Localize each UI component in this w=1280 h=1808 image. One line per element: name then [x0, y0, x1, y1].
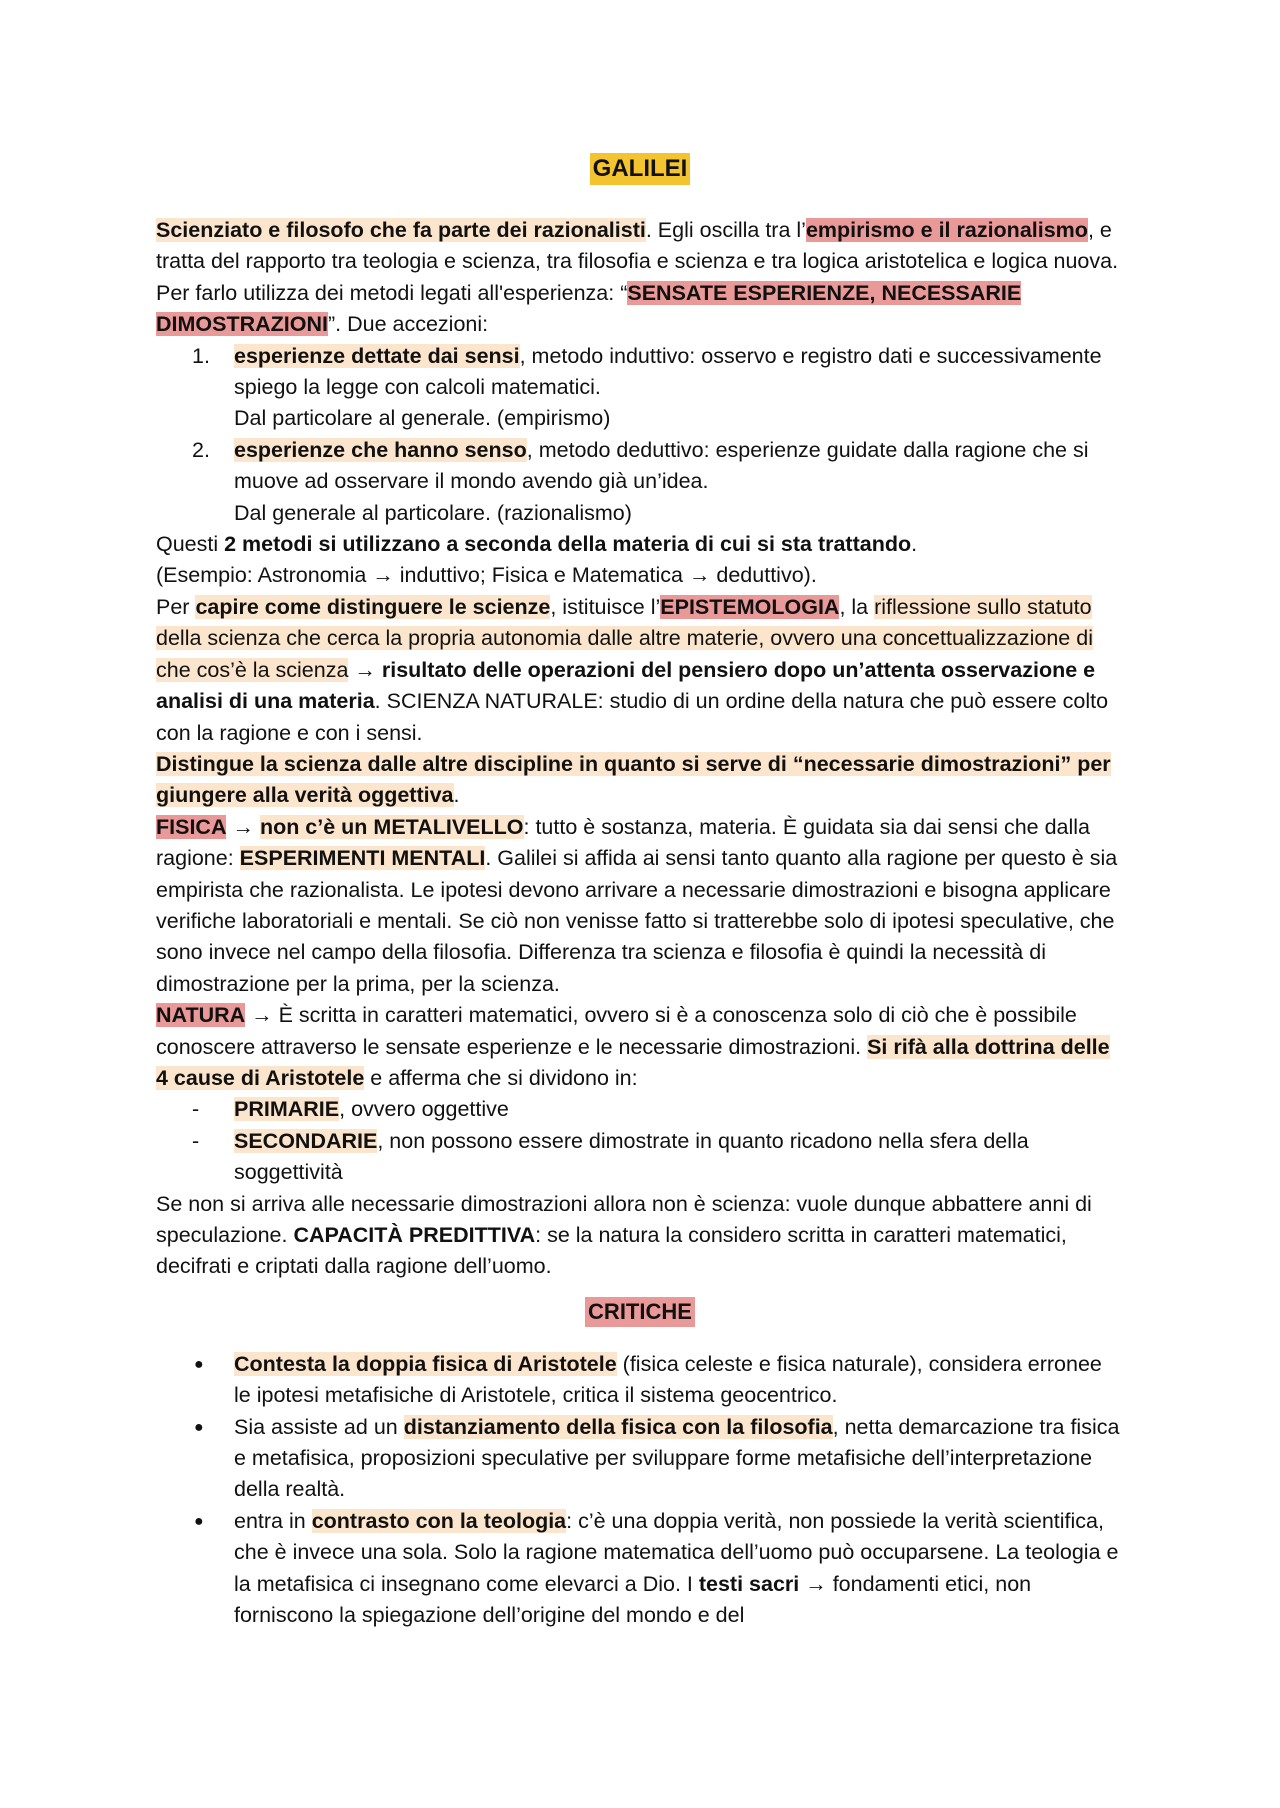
physics-paragraph [156, 812, 1124, 1000]
bold-text: CAPACITÀ PREDITTIVA [293, 1223, 536, 1247]
section-heading: CRITICHE [585, 1297, 695, 1327]
list-item [156, 1506, 1124, 1632]
body-text: → [348, 657, 382, 682]
list-item [156, 341, 1124, 435]
body-text: , non possono essere dimostrate in quanto ricadono nella sfera della soggettività [234, 1128, 1029, 1185]
body-text: : se la natura la considero scritta in caratteri matematici, decifrati e criptati dalla ragione dell’uomo. [156, 1223, 1067, 1279]
highlight-text: empirismo e il razionalismo [805, 218, 1088, 242]
bullet-list [156, 1349, 1124, 1632]
body-text: → fondamenti etici, non forniscono la spiegazione dell’origine del mondo e del [234, 1571, 1032, 1628]
body-text: e afferma che si dividono in: [364, 1065, 638, 1090]
body-text: : c’è una doppia verità, non possiede la verità scientifica, che è invece una sola. Solo la ragione matematica dell’uomo può occuparsene. La teologia e la metafisica ci insegnano come elevarci a Dio. I [234, 1508, 1119, 1596]
intro-paragraph [156, 215, 1124, 341]
body-text: Questi [156, 532, 225, 557]
body-text: , netta demarcazione tra fisica e metafisica, proposizioni speculative per sviluppare forme metafisiche dell’interpretazione della realtà. [234, 1414, 1120, 1502]
body-text: , e tratta del rapporto tra teologia e scienza, tra filosofia e scienza e tra logica aristotelica e logica nuova. Per farlo utilizza dei metodi legati all'esperienza: “ [156, 218, 1119, 305]
highlight-text: esperienze che hanno senso [234, 437, 527, 462]
body-text: Per [156, 594, 196, 619]
body-text: → [226, 814, 260, 839]
body-text: ”. Due accezioni: [328, 312, 489, 337]
body-text: , metodo deduttivo: esperienze guidate dalla ragione che si muove ad osservare il mondo avendo già un’idea. [234, 437, 1089, 494]
highlight-text: Si rifà alla dottrina delle 4 cause di Aristotele [156, 1034, 1110, 1090]
dash-marker: - [192, 1128, 200, 1153]
list-item [156, 1412, 1124, 1506]
body-text: . [911, 532, 918, 557]
distinction-paragraph [156, 749, 1124, 812]
predictive-paragraph [156, 1189, 1124, 1283]
highlight-text: PRIMARIE [234, 1097, 340, 1122]
page-title: GALILEI [590, 153, 691, 185]
highlight-text: riflessione sullo statuto della scienza che cerca la propria autonomia dalle altre materie, ovvero una concettualizzazione di che cos’è la scienza [156, 594, 1093, 682]
body-text: . [453, 783, 460, 808]
body-text: , metodo induttivo: osservo e registro dati e successivamente spiego la legge con calcoli matematici. [234, 343, 1102, 400]
highlight-text: Contesta la doppia fisica di Aristotele [234, 1351, 617, 1376]
bold-text: 2 metodi si utilizzano a seconda della materia di cui si sta trattando [224, 532, 912, 557]
body-text: Sia assiste ad un [234, 1414, 404, 1439]
list-item [156, 1094, 1124, 1125]
highlight-text: capire come distinguere le scienze [195, 594, 551, 619]
bullet-icon: ● [194, 1512, 204, 1530]
body-text: , ovvero oggettive [339, 1097, 509, 1122]
bold-text: risultato delle operazioni del pensiero dopo un’attenta osservazione e analisi di una materia [156, 657, 1096, 714]
highlight-text: EPISTEMOLOGIA [660, 594, 840, 619]
body-text: . Galilei si affida ai sensi tanto quanto alla ragione per questo è sia empirista che razionalista. Le ipotesi devono arrivare a necessarie dimostrazioni e bisogna applicare verifiche laboratoriali e mentali. Se ciò non venisse fatto si tratterebbe solo di ipotesi speculative, che sono invece nel campo della filosofia. Differenza tra scienza e filosofia è quindi la necessità di dimostrazione per la prima, per la scienza. [156, 846, 1118, 996]
body-text: , istituisce l’ [550, 594, 661, 619]
highlight-text: contrasto con la teologia [311, 1508, 567, 1533]
numbered-list [156, 341, 1124, 529]
highlight-text: distanziamento della fisica con la filosofia [403, 1414, 833, 1439]
highlight-text: FISICA [156, 814, 227, 839]
body-text: Dal particolare al generale. (empirismo) [234, 406, 611, 431]
dash-marker: - [192, 1097, 200, 1122]
body-text: . SCIENZA NATURALE: studio di un ordine della natura che può essere colto con la ragione e con i sensi. [156, 689, 1109, 745]
epistemology-paragraph [156, 592, 1124, 749]
section-heading-wrap [156, 1297, 1124, 1327]
body-text: Dal generale al particolare. (razionalismo) [234, 500, 632, 525]
list-number: 1. [192, 343, 210, 368]
body-text: : tutto è sostanza, materia. È guidata sia dai sensi che dalla ragione: [156, 814, 1091, 871]
bullet-icon: ● [194, 1355, 204, 1373]
highlight-text: SECONDARIE [234, 1128, 378, 1153]
body-text: entra in [234, 1508, 312, 1533]
body-text: Se non si arriva alle necessarie dimostrazioni allora non è scienza: vuole dunque abbattere anni di speculazione. [156, 1191, 1092, 1247]
list-number: 2. [192, 437, 210, 462]
highlight-text: ESPERIMENTI MENTALI [239, 846, 486, 871]
bold-text: testi sacri [698, 1571, 800, 1596]
body-text: (fisica celeste e fisica naturale), considera erronee le ipotesi metafisiche di Aristotele, critica il sistema geocentrico. [234, 1351, 1102, 1408]
highlight-text: non c’è un METALIVELLO [259, 814, 524, 839]
highlight-text: Distingue la scienza dalle altre discipline in quanto si serve di “necessarie dimostrazioni” per giungere alla verità oggettiva [156, 751, 1111, 808]
highlight-text: Scienziato e filosofo che fa parte dei razionalisti [156, 218, 646, 242]
list-item [156, 435, 1124, 529]
highlight-text: SENSATE ESPERIENZE, NECESSARIE DIMOSTRAZIONI [156, 280, 1022, 337]
body-text: . Egli oscilla tra l’ [645, 218, 806, 242]
highlight-text: NATURA [156, 1003, 246, 1028]
dash-list [156, 1094, 1124, 1188]
example-paragraph: (Esempio: Astronomia → induttivo; Fisica e Matematica → deduttivo). [156, 563, 817, 588]
bullet-icon: ● [194, 1418, 204, 1436]
list-item [156, 1349, 1124, 1412]
title-wrap [156, 153, 1124, 185]
methods-paragraph [156, 529, 1124, 560]
highlight-text: esperienze dettate dai sensi [234, 343, 520, 368]
nature-paragraph [156, 1000, 1124, 1094]
body-text: → È scritta in caratteri matematici, ovvero si è a conoscenza solo di ciò che è possibile conoscere attraverso le sensate esperienze e le necessarie dimostrazioni. [156, 1003, 1077, 1059]
body-text: , la [839, 594, 875, 619]
list-item [156, 1126, 1124, 1189]
